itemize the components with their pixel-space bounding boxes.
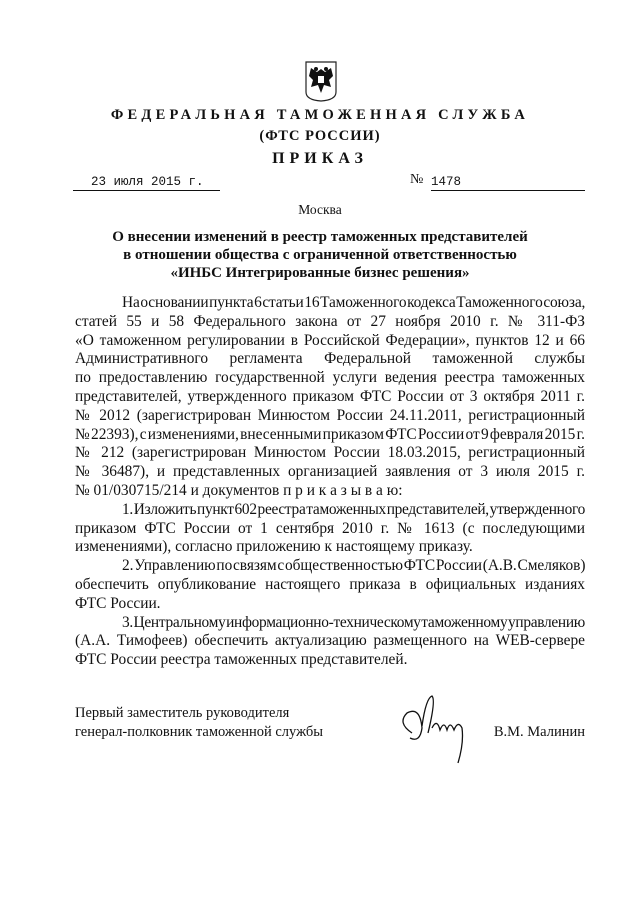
body-line: № 22393), с изменениями, внесенными приказом ФТС России от 9 февраля 2015 г. [75, 425, 585, 443]
body-line: 1. Изложить пункт 602 реестра таможенных представителей, утвержденного [122, 500, 585, 518]
body-line: (А.А. Тимофеев) обеспечить актуализацию размещенного на WEB-сервере [75, 632, 585, 650]
body-line: № 36487), и представленных организацией заявления от 3 июля 2015 г. [75, 463, 585, 481]
document-type: ПРИКАЗ [272, 150, 368, 167]
body-line: № 212 (зарегистрирован Минюстом России 18.03.2015, регистрационный [75, 444, 585, 462]
title-line: в отношении общества с ограниченной ответственностью [123, 247, 517, 263]
body-line: На основании пункта 6 статьи 16 Таможенного кодекса Таможенного союза, [122, 294, 586, 311]
body-line: № 01/030715/214 и документов п р и к а з ы в а ю: [75, 481, 403, 499]
document-number [431, 175, 585, 191]
body-line: изменениями), согласно приложению к настоящему приказу. [75, 538, 473, 556]
number-label: № [410, 172, 424, 187]
coat-of-arms-icon [304, 60, 338, 102]
number-text: 1478 [431, 175, 462, 189]
body-line: 3. Центральному информационно-техническому таможенному управлению [122, 613, 585, 631]
emblem [304, 60, 338, 102]
signer-position: Первый заместитель руководителя [75, 704, 290, 721]
signer-name: В.М. Малинин [493, 723, 585, 740]
document-content [75, 294, 585, 770]
signature-block [75, 690, 585, 770]
signer-position-block [75, 704, 323, 742]
document-body [75, 294, 585, 670]
city: Москва [298, 202, 342, 217]
body-line: статей 55 и 58 Федерального закона от 27 ноября 2010 г. № 311-ФЗ [75, 312, 585, 330]
body-line: Административного регламента Федеральной таможенной службы [75, 350, 585, 368]
body-line: «О таможенном регулировании в Российской Федерации», пунктов 12 и 66 [75, 331, 585, 349]
body-line: ФТС России. [75, 594, 161, 612]
body-line: обеспечить опубликование настоящего приказа в официальных изданиях [75, 575, 585, 593]
body-line: 2. Управлению по связям с общественностью ФТС России (А.В. Смеляков) [122, 557, 586, 575]
title-line: О внесении изменений в реестр таможенных представителей [112, 229, 528, 245]
organization-name: ФЕДЕРАЛЬНАЯ ТАМОЖЕННАЯ СЛУЖБА [110, 107, 530, 123]
body-line: приказом ФТС России от 1 сентября 2010 г. № 1613 (с последующими [75, 519, 585, 537]
handwritten-signature [392, 688, 482, 774]
body-line: по предоставлению государственной услуги ведения реестра таможенных [75, 369, 585, 387]
date-text: 23 июля 2015 г. [91, 175, 204, 189]
document-date [73, 175, 220, 191]
signer-rank: генерал-полковник таможенной службы [75, 723, 324, 740]
body-line: представителей, утвержденного приказом ФТС России от 3 октября 2011 г. [75, 387, 585, 405]
body-line: ФТС России реестра таможенных представителей. [75, 651, 408, 669]
organization-short: (ФТС РОССИИ) [259, 128, 381, 144]
title-line: «ИНБС Интегрированные бизнес решения» [170, 265, 470, 281]
body-line: № 2012 (зарегистрирован Минюстом России 24.11.2011, регистрационный [75, 406, 585, 424]
